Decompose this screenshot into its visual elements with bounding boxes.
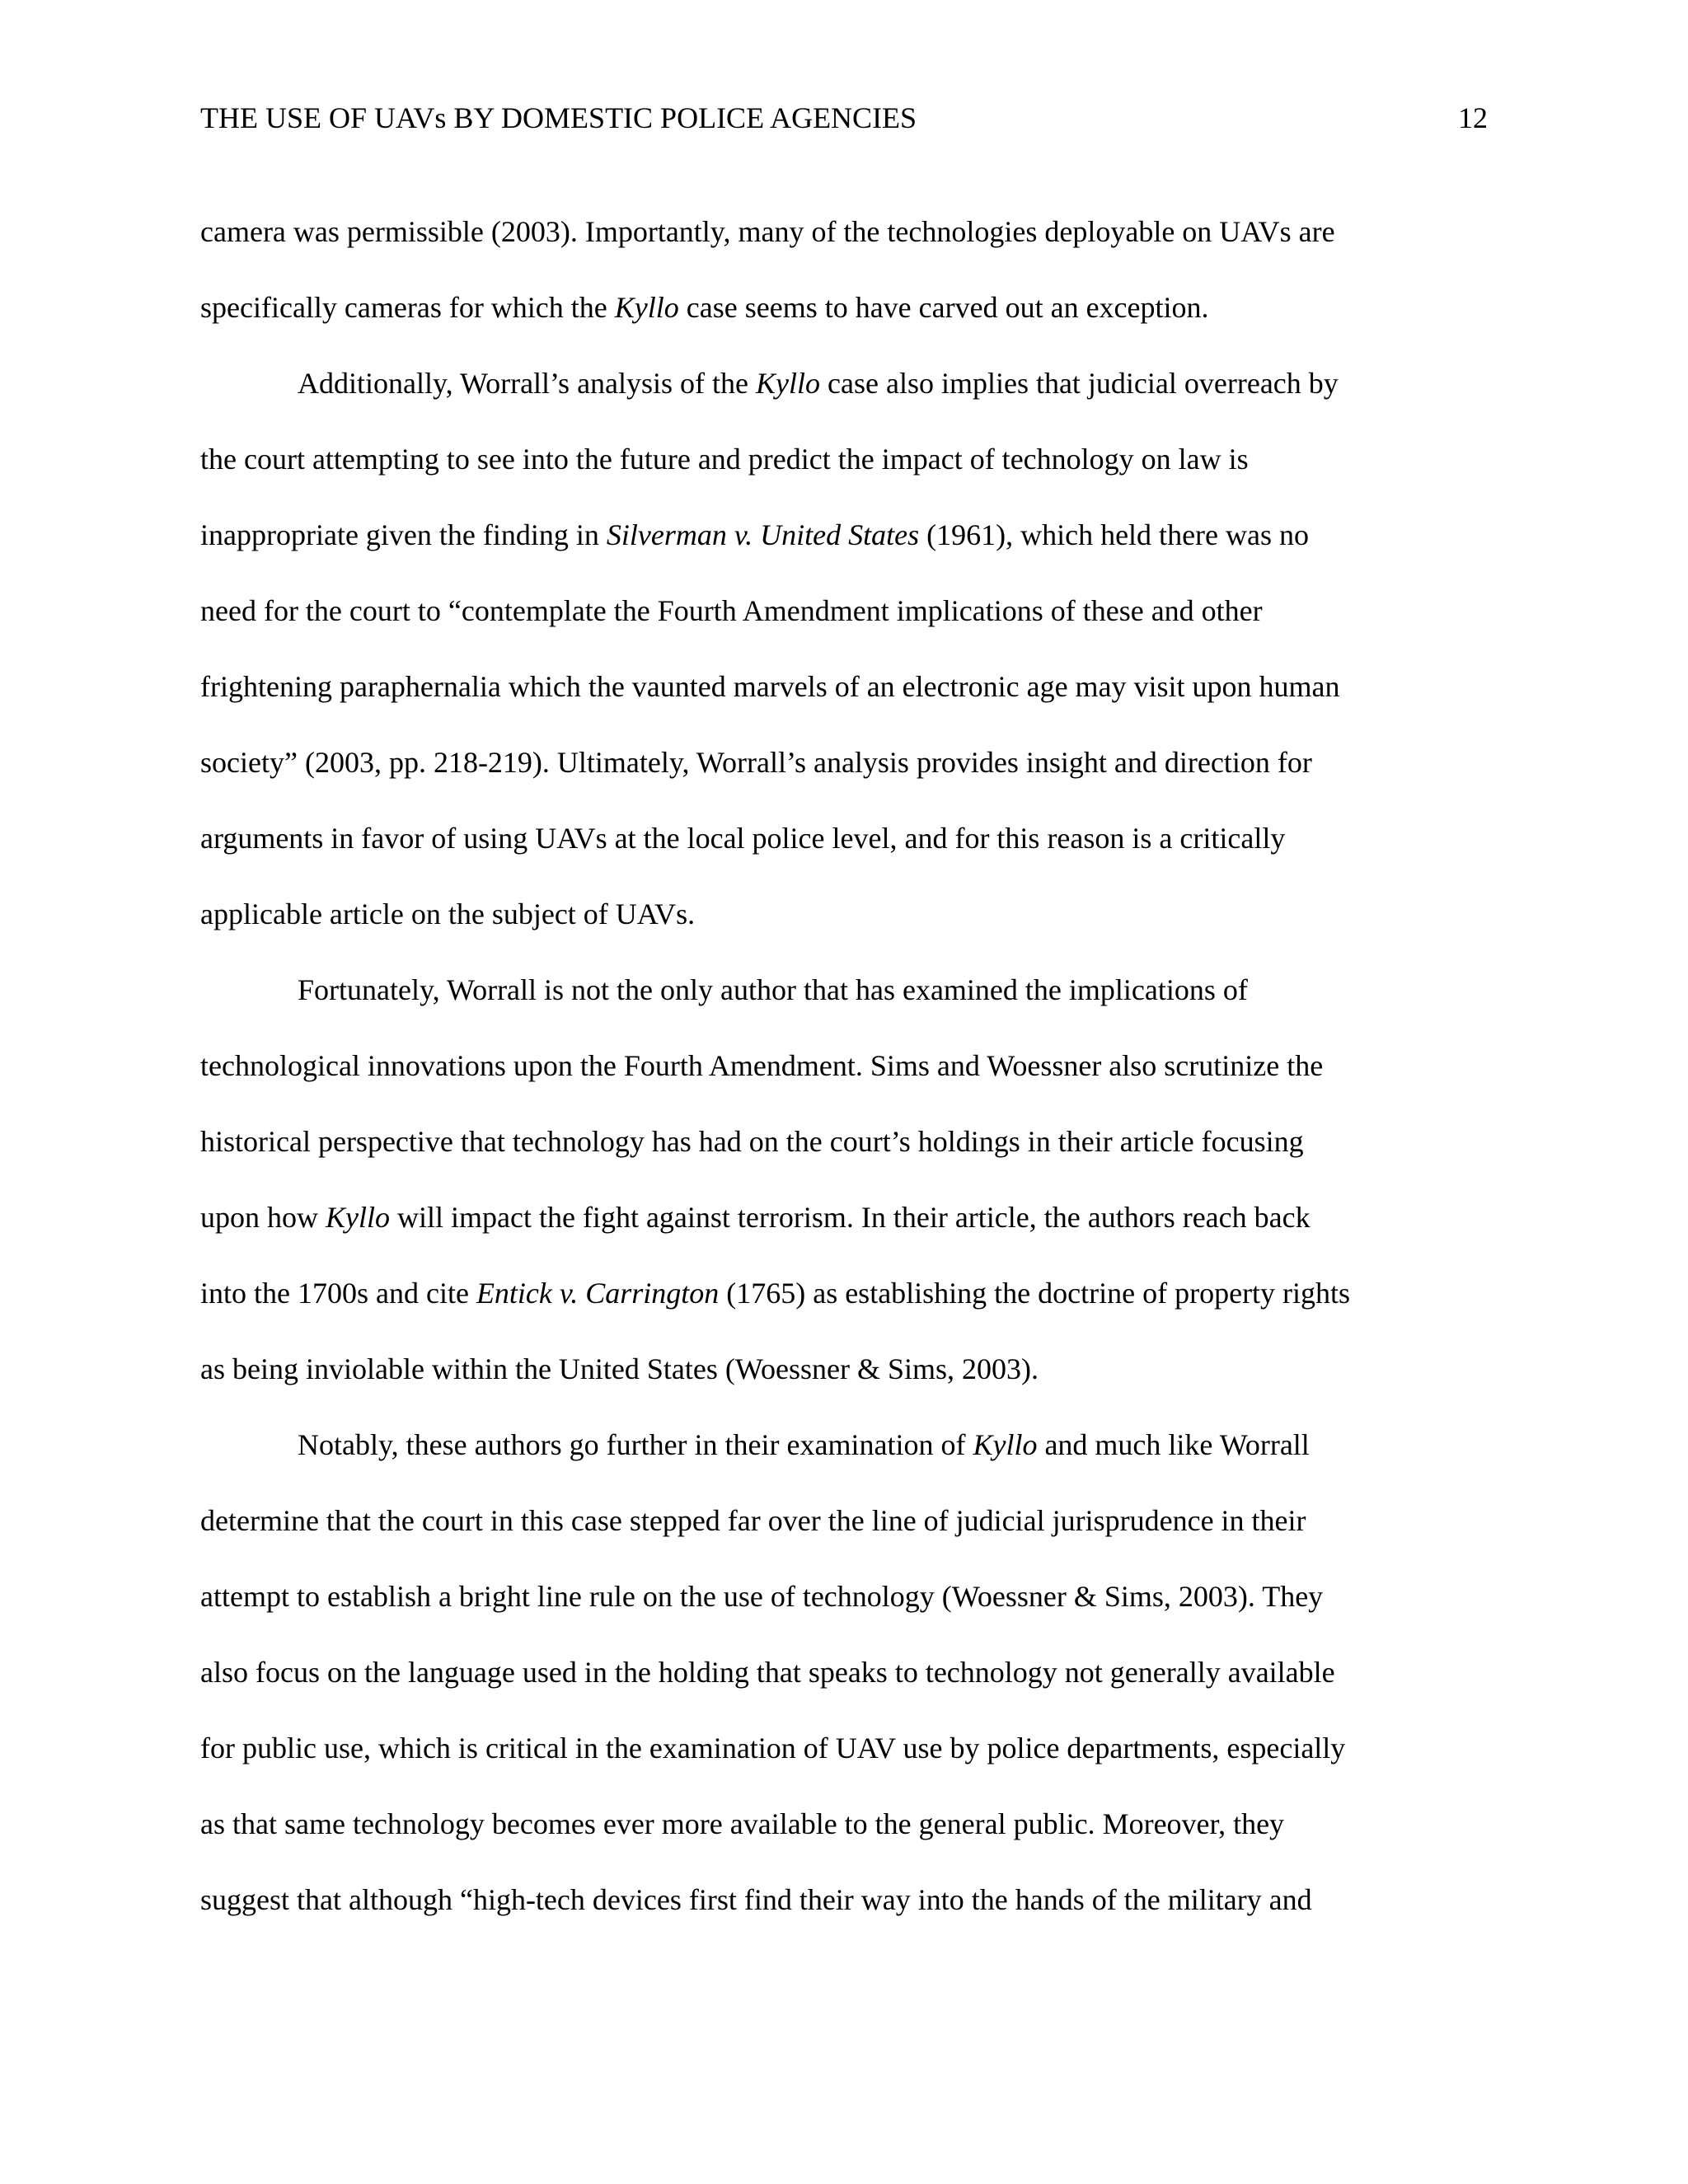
case-citation-italic: Kyllo — [614, 291, 679, 324]
text-line — [200, 952, 1488, 1028]
text-line — [200, 1331, 1488, 1407]
text-line — [200, 800, 1488, 876]
text-segment: camera was permissible (2003). Importantly, many of the technologies deployable on UAVs are — [200, 215, 1335, 248]
text-line — [200, 1862, 1488, 1938]
body-text — [200, 194, 1488, 1938]
text-line — [200, 269, 1488, 345]
case-citation-italic: Silverman v. United States — [606, 518, 920, 551]
text-line — [200, 573, 1488, 649]
case-citation-italic: Kyllo — [756, 367, 821, 400]
text-line — [200, 1028, 1488, 1104]
text-line — [200, 1710, 1488, 1786]
text-segment: also focus on the language used in the holding that speaks to technology not generally available — [200, 1656, 1335, 1689]
case-citation-italic: Kyllo — [973, 1428, 1038, 1461]
case-citation-italic: Entick v. Carrington — [476, 1277, 720, 1310]
text-segment: frightening paraphernalia which the vaunted marvels of an electronic age may visit upon human — [200, 670, 1340, 703]
text-segment: determine that the court in this case stepped far over the line of judicial jurisprudence in their — [200, 1504, 1306, 1537]
text-segment: arguments in favor of using UAVs at the local police level, and for this reason is a critically — [200, 822, 1286, 855]
text-line — [200, 1634, 1488, 1710]
text-segment: attempt to establish a bright line rule on the use of technology (Woessner & Sims, 2003). They — [200, 1580, 1324, 1613]
text-segment: society” (2003, pp. 218-219). Ultimately, Worrall’s analysis provides insight and direction for — [200, 746, 1312, 779]
text-segment: Notably, these authors go further in their examination of — [298, 1428, 973, 1461]
text-segment: will impact the fight against terrorism. In their article, the authors reach back — [390, 1201, 1311, 1234]
text-line — [200, 724, 1488, 800]
text-segment: as that same technology becomes ever more available to the general public. Moreover, they — [200, 1807, 1285, 1840]
text-segment: need for the court to “contemplate the Fourth Amendment implications of these and other — [200, 594, 1263, 627]
text-segment: (1765) as establishing the doctrine of property rights — [719, 1277, 1351, 1310]
text-segment: case seems to have carved out an exception. — [678, 291, 1209, 324]
text-segment: into the 1700s and cite — [200, 1277, 476, 1310]
text-segment: historical perspective that technology has had on the court’s holdings in their article focusing — [200, 1125, 1304, 1158]
text-segment: (1961), which held there was no — [919, 518, 1309, 551]
running-head — [200, 97, 1488, 138]
page-number: 12 — [1458, 101, 1488, 134]
text-line — [200, 497, 1488, 573]
text-line — [200, 876, 1488, 952]
text-line — [200, 1407, 1488, 1483]
text-line — [200, 421, 1488, 497]
running-head-title: THE USE OF UAVs BY DOMESTIC POLICE AGENCIES — [200, 101, 917, 134]
text-segment: case also implies that judicial overreach by — [820, 367, 1339, 400]
text-segment: inappropriate given the finding in — [200, 518, 607, 551]
text-segment: Fortunately, Worrall is not the only author that has examined the implications of — [298, 973, 1248, 1006]
text-segment: and much like Worrall — [1037, 1428, 1310, 1461]
text-line — [200, 1255, 1488, 1331]
text-line — [200, 1104, 1488, 1179]
text-line — [200, 1179, 1488, 1255]
text-line — [200, 194, 1488, 269]
text-segment: suggest that although “high-tech devices first find their way into the hands of the military and — [200, 1883, 1312, 1916]
text-segment: applicable article on the subject of UAVs. — [200, 898, 696, 930]
text-line — [200, 1483, 1488, 1558]
text-line — [200, 345, 1488, 421]
text-segment: upon how — [200, 1201, 326, 1234]
text-segment: for public use, which is critical in the examination of UAV use by police departments, especially — [200, 1732, 1346, 1765]
text-line — [200, 649, 1488, 724]
text-line — [200, 1786, 1488, 1862]
text-segment: as being inviolable within the United States (Woessner & Sims, 2003). — [200, 1352, 1039, 1385]
text-line — [200, 1558, 1488, 1634]
text-segment: specifically cameras for which the — [200, 291, 615, 324]
text-segment: technological innovations upon the Fourth Amendment. Sims and Woessner also scrutinize the — [200, 1049, 1324, 1082]
case-citation-italic: Kyllo — [326, 1201, 390, 1234]
text-segment: Additionally, Worrall’s analysis of the — [298, 367, 757, 400]
text-segment: the court attempting to see into the future and predict the impact of technology on law is — [200, 443, 1249, 476]
